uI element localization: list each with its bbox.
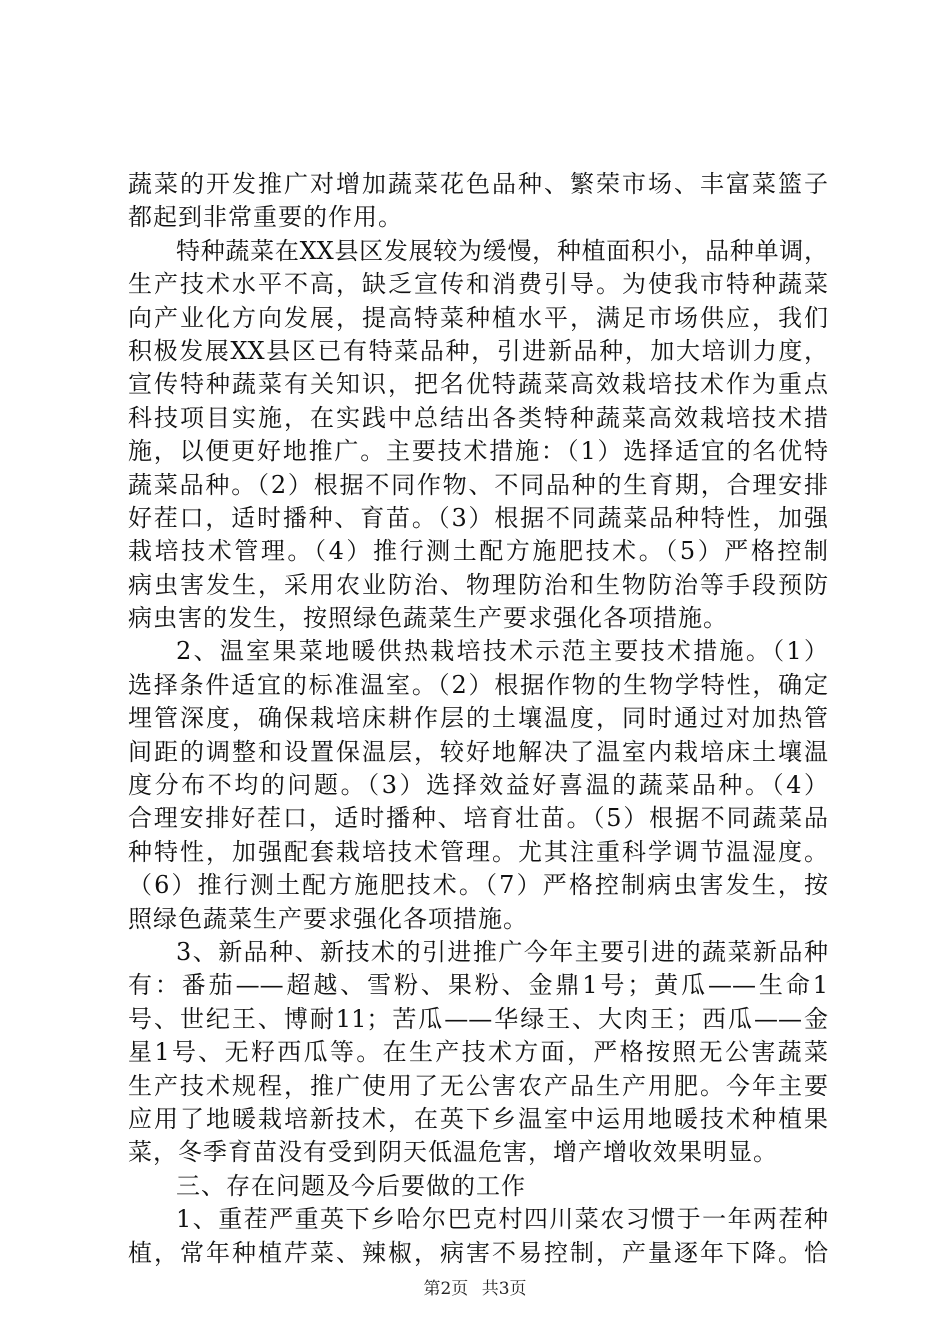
text-line: 2、温室果菜地暖供热栽培技术示范主要技术措施。（1）: [176, 637, 828, 666]
text-line: 栽培技术管理。（4）推行测土配方施肥技术。（5）严格控制: [128, 537, 828, 566]
text-line: 号、世纪王、博耐11；苦瓜——华绿王、大肉王；西瓜——金: [128, 1004, 828, 1033]
text-line: 1、重茬严重英下乡哈尔巴克村四川菜农习惯于一年两茬种: [176, 1205, 828, 1234]
text-line: 蔬菜品种。（2）根据不同作物、不同品种的生育期，合理安排: [128, 470, 828, 499]
text-line: 病虫害发生，采用农业防治、物理防治和生物防治等手段预防: [128, 570, 828, 599]
text-line: 3、新品种、新技术的引进推广今年主要引进的蔬菜新品种: [176, 937, 828, 966]
text-line: 生产技术规程，推广使用了无公害农产品生产用肥。今年主要: [128, 1071, 828, 1100]
text-line: 度分布不均的问题。（3）选择效益好喜温的蔬菜品种。（4）: [128, 771, 828, 800]
text-line: 有：番茄——超越、雪粉、果粉、金鼎1号；黄瓜——生命1: [128, 971, 828, 1000]
text-line: 生产技术水平不高，缺乏宣传和消费引导。为使我市特种蔬菜: [128, 270, 828, 299]
text-line: 菜，冬季育苗没有受到阴天低温危害，增产增收效果明显。: [128, 1138, 778, 1167]
text-line: 应用了地暖栽培新技术，在英下乡温室中运用地暖技术种植果: [128, 1104, 828, 1133]
text-line: （6）推行测土配方施肥技术。（7）严格控制病虫害发生，按: [128, 871, 828, 900]
text-line: 星1号、无籽西瓜等。在生产技术方面，严格按照无公害蔬菜: [128, 1038, 828, 1067]
body-text: [128, 168, 828, 1270]
text-line: 宣传特种蔬菜有关知识，把名优特蔬菜高效栽培技术作为重点: [128, 370, 828, 399]
section-heading: 三、存在问题及今后要做的工作: [176, 1171, 526, 1200]
page-footer: [0, 1274, 950, 1299]
text-line: 植，常年种植芹菜、辣椒，病害不易控制，产量逐年下降。恰: [128, 1238, 828, 1267]
text-line: 蔬菜的开发推广对增加蔬菜花色品种、繁荣市场、丰富菜篮子: [128, 170, 828, 198]
text-line: 病虫害的发生，按照绿色蔬菜生产要求强化各项措施。: [128, 604, 728, 633]
text-line: 间距的调整和设置保温层，较好地解决了温室内栽培床土壤温: [128, 737, 828, 766]
text-line: 选择条件适宜的标准温室。（2）根据作物的生物学特性，确定: [128, 670, 828, 699]
text-line: 向产业化方向发展，提高特菜种植水平，满足市场供应，我们: [128, 303, 828, 332]
text-line: 好茬口，适时播种、育苗。（3）根据不同蔬菜品种特性，加强: [128, 503, 828, 532]
text-line: 积极发展XX县区已有特菜品种，引进新品种，加大培训力度，: [128, 336, 828, 365]
text-line: 合理安排好茬口，适时播种、培育壮苗。（5）根据不同蔬菜品: [128, 804, 828, 833]
text-line: 种特性，加强配套栽培技术管理。尤其注重科学调节温湿度。: [128, 837, 828, 866]
text-line: 特种蔬菜在XX县区发展较为缓慢，种植面积小，品种单调，: [176, 236, 828, 265]
text-line: 施，以便更好地推广。主要技术措施：（1）选择适宜的名优特: [128, 437, 828, 466]
page-total: 共3页: [481, 1279, 527, 1299]
text-line: 埋管深度，确保栽培床耕作层的土壤温度，同时通过对加热管: [128, 704, 828, 733]
text-line: 照绿色蔬菜生产要求强化各项措施。: [128, 904, 528, 933]
text-line: 都起到非常重要的作用。: [128, 203, 403, 232]
text-line: 科技项目实施，在实践中总结出各类特种蔬菜高效栽培技术措: [128, 403, 828, 432]
page-number: 第2页: [423, 1279, 469, 1299]
